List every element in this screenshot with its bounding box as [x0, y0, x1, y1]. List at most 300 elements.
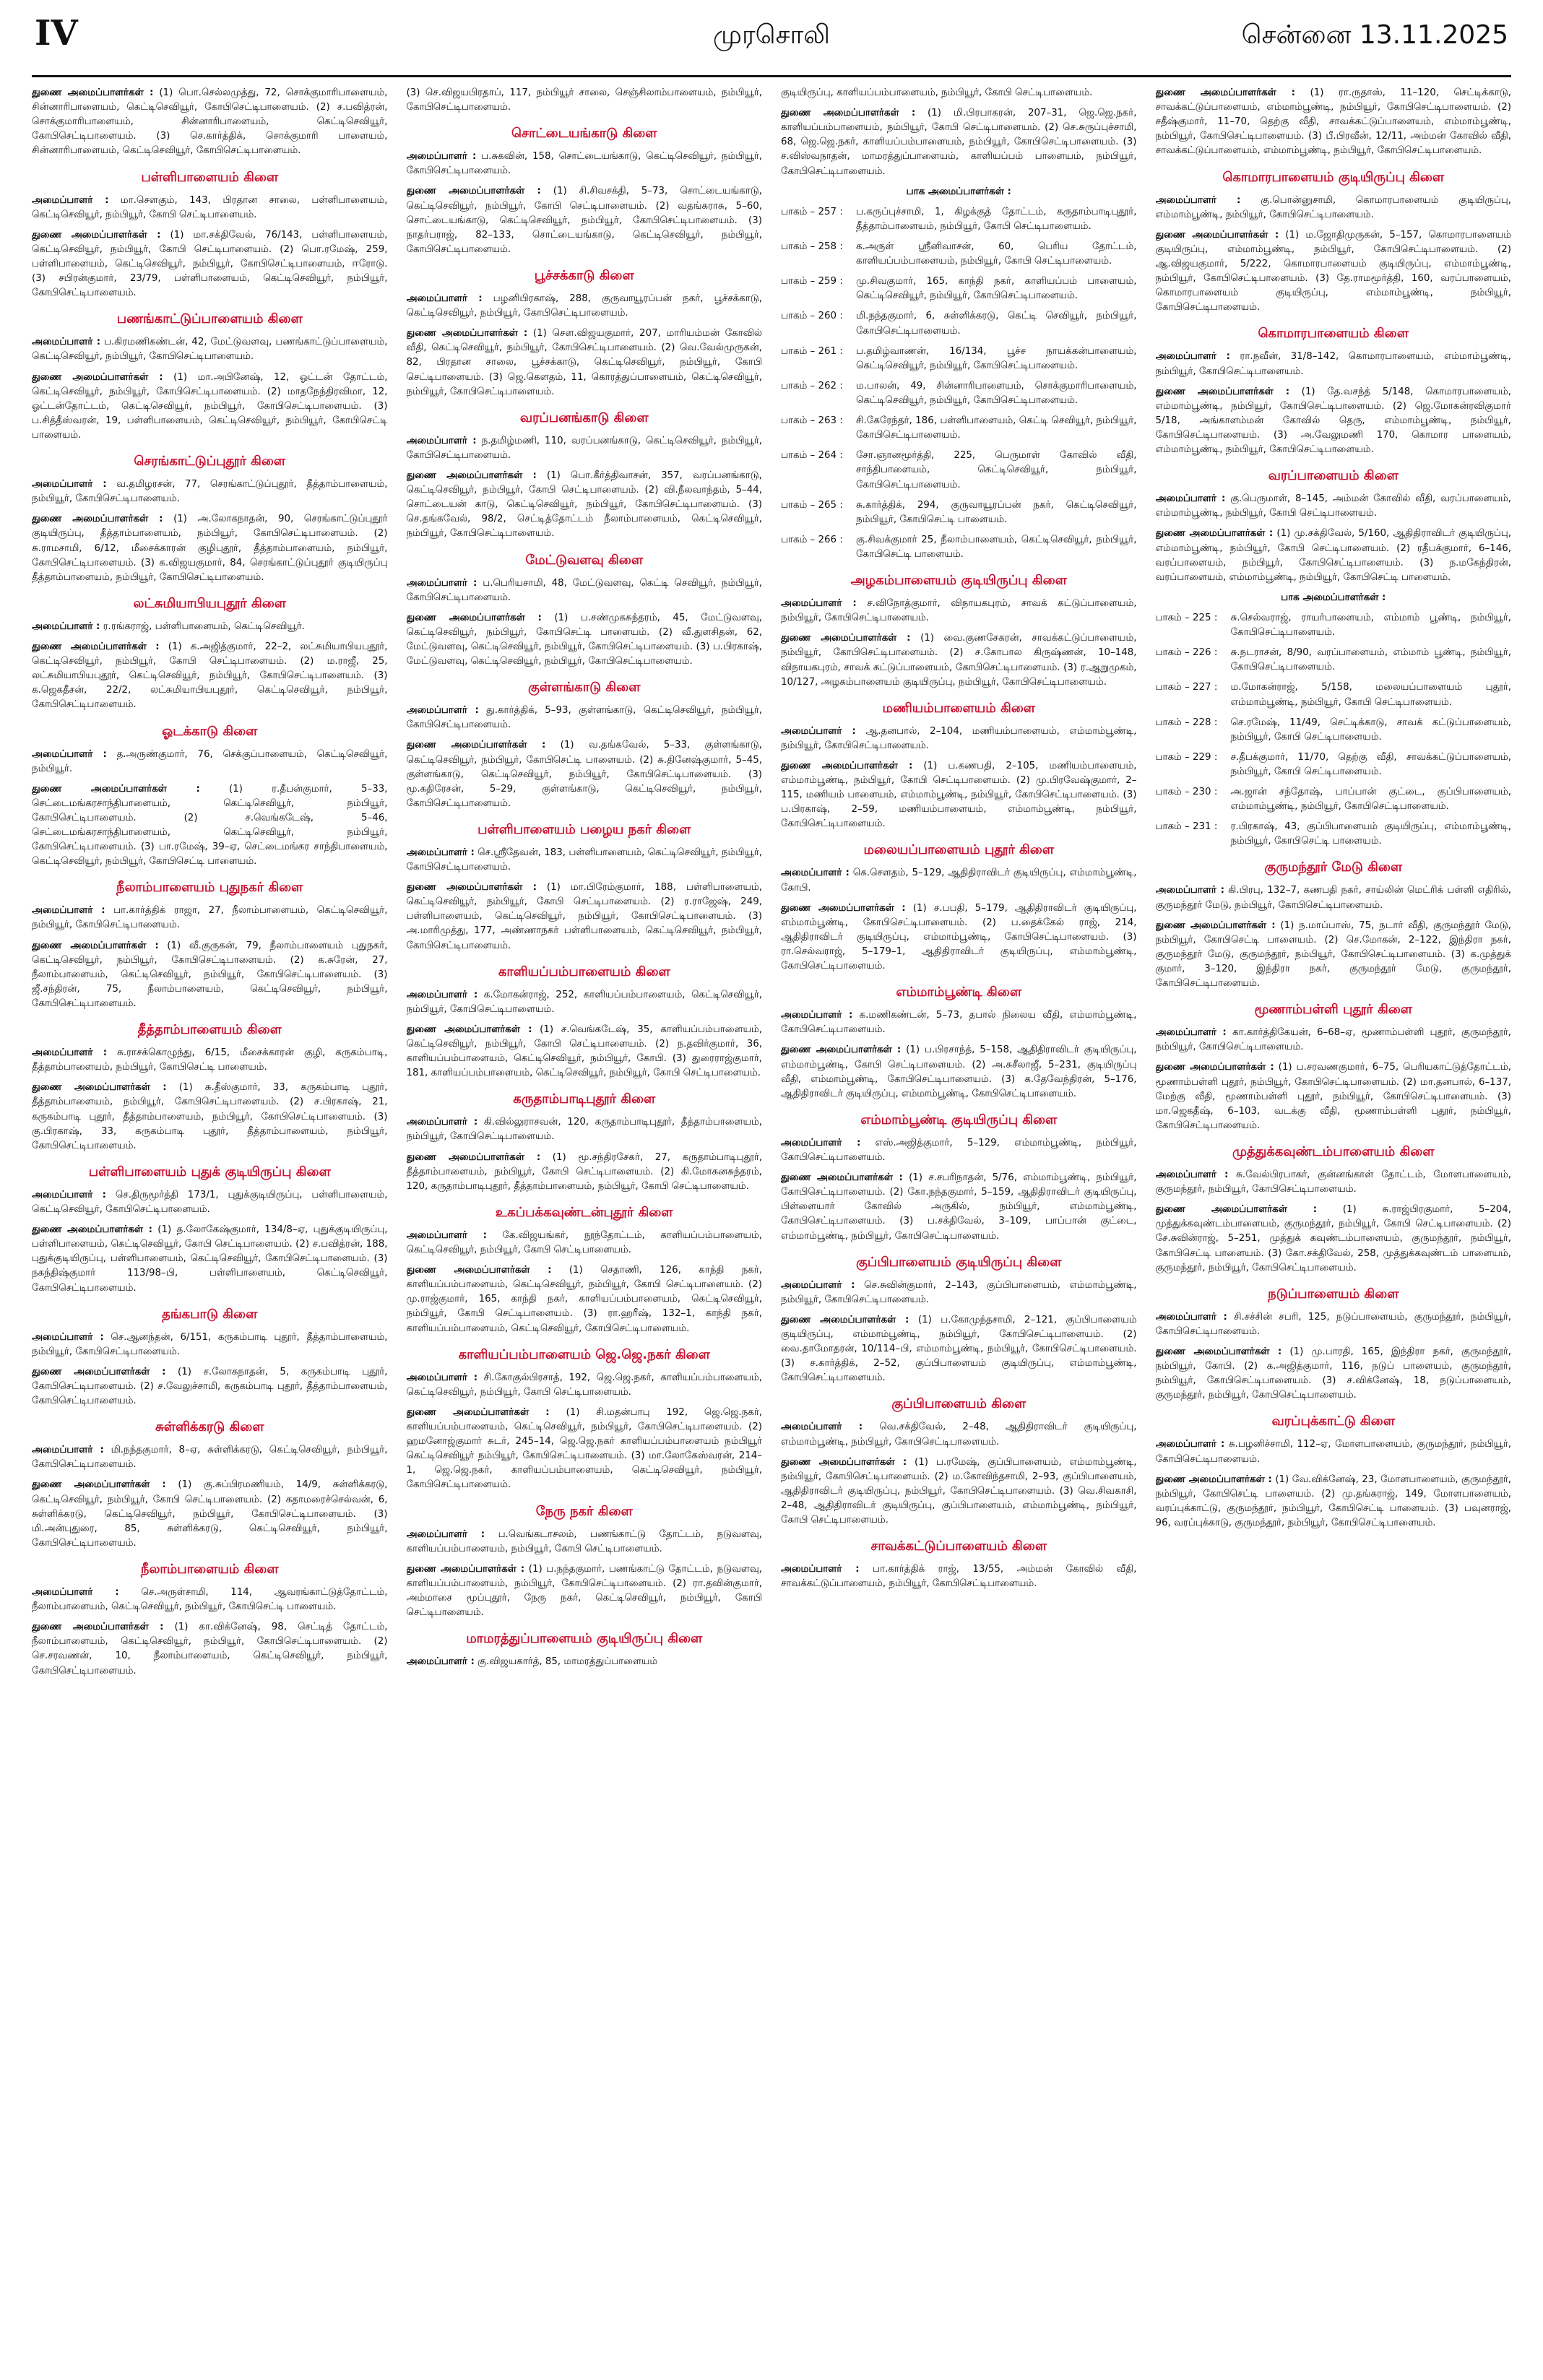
- entry-text: கு.பொன்னுசாமி, கொமாரபாளையம் குடியிருப்பு, எம்மாம்பூண்டி, நம்பியூர், கோபிசெட்டிபாளையம்.: [1155, 194, 1511, 220]
- branch-heading: மாமரத்துப்பாளையம் குடியிருப்பு கிளை: [466, 1631, 703, 1647]
- branch-heading: வரப்பனங்காடு கிளை: [519, 410, 649, 425]
- role-label: அமைப்பாளர் :: [1155, 493, 1226, 505]
- entry-text: (1) மா.சக்திவேல், 76/143, பள்ளிபாளையம், கெட்டிசெவியூர், நம்பியூர், கோபி செட்டிபாளையம். (2) பொ.ரமேஷ், 259, பள்ளிபாளையம், கெட்டிசெவியூர், நம்பியூர், கோபிசெட்டிபாளையம், ஈரோடு. (3) சபிரன்குமார், 23/79, பள்ளிபாளையம், கெட்டிசெவியூர், நம்பியூர், கோபிசெட்டிபாளையம்.: [32, 229, 388, 299]
- booth-entry: [1156, 750, 1512, 779]
- booth-text: செ.ரமேஷ், 11/49, செட்டிக்காடு, சாவக் கட்டுப்பாளையம், நம்பியூர், கோபி செட்டிபாளையம்.: [1230, 717, 1511, 743]
- role-label: துணை அமைப்பாளர்கள் :: [781, 1172, 903, 1184]
- entry-text: (1) வ.தங்கவேல், 5–33, குள்ளங்காடு, கெட்டிசெவியூர், நம்பியூர், கோபிசெட்டி பாளையம். (2) சு.தினேஷ்குமார், 5–45, குள்ளங்காடு, கெட்டிசெவியூர், நம்பியூர், கோபிசெட்டிபாளையம். (3) மூ.கதிரேசன், 5–29, குள்ளங்காடு, கெட்டிசெவியூர், நம்பியூர், கோபிசெட்டிபாளையம்.: [406, 740, 762, 809]
- entry-text: ப.வெங்கடாசலம், பணங்காட்டு தோட்டம், நடுவளவு, காளியப்பம்பாளையம், நம்பியூர், கோபி செட்டிபாளையம்.: [406, 1528, 762, 1554]
- entry-text: (1) மூ.சந்திரசேகர், 27, கருதாம்பாடிபுதூர், தீத்தாம்பாளையம், நம்பியூர், கோபி செட்டிபாளையம். (2) கி.மோகனசுந்தரம், 120, கருதாம்பாடிபுதூர், தீத்தாம்பாளையம், நம்பியூர், கோபி செட்டிபாளையம்.: [406, 1151, 762, 1192]
- booth-number: பாகம் – 226 :: [1155, 647, 1218, 659]
- role-label: அமைப்பாளர் :: [1155, 194, 1241, 206]
- booth-number: பாகம் – 258 :: [781, 241, 843, 252]
- role-label: அமைப்பாளர் :: [1155, 1311, 1227, 1323]
- role-label: அமைப்பாளர் :: [406, 1528, 485, 1540]
- branch-heading: நீலாம்பாளையம் கிளை: [140, 1561, 279, 1577]
- entry-text: செ.அருள்சாமி, 114, ஆவரங்காட்டுத்தோட்டம், நீலாம்பாளையம், கெட்டிசெவியூர், நம்பியூர், கோபிசெட்டி பாளையம்.: [32, 1586, 388, 1613]
- entry-paragraph: [1156, 228, 1512, 316]
- entry-text: ரா.நவீன், 31/8–142, கொமாரபாளையம், எம்மாம்பூண்டி, நம்பியூர், கோபிசெட்டிபாளையம்.: [1155, 351, 1511, 377]
- role-label: துணை அமைப்பாளர்கள் :: [1155, 1474, 1272, 1485]
- entry-text: (1) ச.சபரிநாதன், 5/76, எம்மாம்பூண்டி, நம்பியூர், கோபிசெட்டிபாளையம். (2) கோ.நந்தகுமார், 5–159, ஆதிதிராவிடர் குடியிருப்பு, பிள்ளையார் கோவில் அருகில், நம்பியூர், எம்மாம்பூண்டி, கோபிசெட்டிபாளையம். (3) ப.சக்திவேல், 3–109, பாப்பான் குட்டை, எம்மாம்பூண்டி, நம்பியூர், கோபிசெட்டிபாளையம்.: [781, 1172, 1137, 1242]
- entry-text: மி.நந்தகுமார், 8–ஏ, சுள்ளிக்கரடு, கெட்டிசெவியூர், நம்பியூர், கோபிசெட்டிபாளையம்.: [32, 1445, 388, 1471]
- entry-paragraph: [32, 1081, 388, 1154]
- entry-text: (1) ப.பிரசாந்த், 5–158, ஆதிதிராவிடர் குடியிருப்பு, எம்மாம்பூண்டி, கோபி செட்டிபாளையம். (2) அ.சுசீலாஜீ, 5–231, குடியிருப்பு வீதி, எம்மாம்பூண்டி, கோபிசெட்டிபாளையம். (3) க.தேவேந்திரன், 5–176, ஆதிதிராவிடர் குடியிருப்பு, எம்மாம்பூண்டி, கோபிசெட்டிபாளையம்.: [781, 1044, 1137, 1099]
- branch-heading: சுள்ளிக்கரடு கிளை: [155, 1419, 264, 1435]
- branch-heading: தங்கபாடு கிளை: [162, 1306, 258, 1322]
- role-label: துணை அமைப்பாளர்கள் :: [781, 1314, 909, 1325]
- entry-text: கு.பெருமாள், 8–145, அம்மன் கோவில் வீதி, வரப்பாளையம், எம்மாம்பூண்டி, நம்பியூர், கோபி செட்டிபாளையம்.: [1155, 493, 1511, 519]
- entry-text: (1) கு.சுப்பிரமணியம், 14/9, சுள்ளிக்கரடு, கெட்டிசெவியூர், நம்பியூர், கோபி செட்டிபாளையம். (2) கதாமரைச்செல்வன், 6, சுள்ளிக்கரடு, கெட்டிசெவியூர், நம்பியூர், கோபிசெட்டிபாளையம். (3) மி.அன்புதுரை, 85, சுள்ளிக்கரடு, கெட்டிசெவியூர், நம்பியூர், கோபிசெட்டிபாளையம்.: [32, 1479, 388, 1549]
- entry-text: (1) கா.விக்னேஷ், 98, செட்டித் தோட்டம், நீலாம்பாளையம், கெட்டிசெவியூர், நம்பியூர், கோபிசெட்டிபாளையம். (2) செ.சரவணன், 10, நீலாம்பாளையம், கெட்டிசெவியூர், நம்பியூர், கோபிசெட்டிபாளையம்.: [32, 1622, 388, 1676]
- branch-heading: மணியம்பாளையம் கிளை: [882, 700, 1035, 716]
- role-label: துணை அமைப்பாளர்கள் :: [406, 612, 542, 623]
- entry-paragraph: [781, 1008, 1137, 1037]
- role-label: அமைப்பாளர் :: [32, 1189, 106, 1200]
- booth-text: சி.கேரேந்தர், 186, பள்ளிபாளையம், கெட்டி செவியூர், நம்பியூர், கோபிசெட்டிபாளையம்.: [856, 415, 1137, 441]
- role-label: அமைப்பாளர் :: [781, 725, 856, 737]
- branch-heading: பூச்சக்காடு கிளை: [534, 267, 634, 283]
- role-label: அமைப்பாளர் :: [32, 905, 105, 917]
- entry-paragraph: [407, 86, 763, 115]
- role-label: துணை அமைப்பாளர்கள் :: [1155, 919, 1276, 931]
- entry-paragraph: [32, 748, 388, 776]
- booth-text: ம.மோகன்ராஜ், 5/158, மலையப்பாளையம் புதூர், எம்மாம்பூண்டி, நம்பியூர், கோபி செட்டிபாளையம்.: [1230, 682, 1511, 708]
- booth-number: பாகம் – 229 :: [1155, 751, 1218, 763]
- entry-paragraph: [1156, 919, 1512, 992]
- role-label: அமைப்பாளர் :: [32, 1586, 119, 1598]
- entry-paragraph: [781, 1455, 1137, 1528]
- entry-paragraph: [32, 939, 388, 1012]
- entry-paragraph: [32, 1443, 388, 1472]
- entry-paragraph: [1156, 1437, 1512, 1466]
- entry-text: கி.வில்லுராசவன், 120, கருதாம்பாடிபுதூர், தீத்தாம்பாளையம், நம்பியூர், கோபிசெட்டிபாளையம்.: [406, 1117, 762, 1143]
- section-subheading: பாக அமைப்பாளர்கள் :: [1281, 592, 1386, 603]
- entry-paragraph: [32, 782, 388, 870]
- entry-paragraph: [781, 1562, 1137, 1591]
- entry-text: (1) த.லோகேஷ்குமார், 134/8–ஏ, புதுக்குடியிருப்பு, பள்ளிபாளையம், கெட்டிசெவியூர், கோபி செட்டிபாளையம். (2) ச.பவித்ரன், 188, புதுக்குடியிருப்பு, பள்ளிபாளையம், கெட்டிசெவியூர், கோபிசெட்டிபாளையம். (3) நகந்திஷ்குமார் 113/98–பி, பள்ளிபாளையம், கெட்டிசெவியூர், கோபிசெட்டிபாளையம்.: [32, 1224, 388, 1294]
- entry-text: க.மோகன்ராஜ், 252, காளியப்பம்பாளையம், கெட்டிசெவியூர், நம்பியூர், கோபிசெட்டிபாளையம்.: [406, 989, 762, 1015]
- entry-text: (1) வே.விக்னேஷ், 23, மோளபாளையம், குருமந்தூர், நம்பியூர், கோபிசெட்டி பாளையம். (2) மு.தங்கராஜ், 149, மோளபாளையம், வரப்புக்காட்டு, குருமந்தூர், நம்பியூர், கோபிசெட்டி பாளையம். (3) பவுனராஜ், 96, வரப்புக்காடு, குருமந்தூர், நம்பியூர், கோபிசெட்டிபாளையம்.: [1155, 1474, 1511, 1528]
- booth-number: பாகம் – 225 :: [1155, 612, 1218, 623]
- branch-heading: செரங்காட்டுப்புதூர் கிளை: [134, 454, 286, 469]
- entry-text: (1) க.அஜித்குமார், 22–2, லட்சுமியாபியபுதூர், கெட்டிசெவியூர், நம்பியூர், கோபி செட்டிபாளையம். (2) ம.ராஜீ, 25, லட்சுமியாபியபுதூர், கெட்டிசெவியூர், நம்பியூர், கோபிசெட்டிபாளையம். (3) க.ஜெகதீசன், 22/2, லட்சுமியாபியபுதூர், கெட்டிசெவியூர், நம்பியூர், கோபிசெட்டிபாளையம்.: [32, 641, 388, 711]
- entry-paragraph: [781, 597, 1137, 626]
- branch-heading: கொமாரபாளையம் குடியிருப்பு கிளை: [1222, 169, 1445, 185]
- branch-heading: நீலாம்பாளையம் புதுநகர் கிளை: [116, 880, 303, 896]
- role-label: துணை அமைப்பாளர்கள் :: [32, 940, 159, 951]
- branch-heading: சொட்டையங்காடு கிளை: [511, 126, 657, 142]
- role-label: அமைப்பாளர் :: [406, 577, 477, 589]
- booth-entry: [1156, 820, 1512, 849]
- entry-paragraph: [32, 904, 388, 932]
- column-2: [407, 86, 763, 2368]
- booth-text: சோ.ஞானமூர்த்தி, 225, பெருமாள் கோவில் வீதி, சாந்திபாளையம், கெட்டிசெவியூர், நம்பியூர், கோபிசெட்டிபாளையம்.: [856, 450, 1137, 490]
- role-label: அமைப்பாளர் :: [406, 989, 478, 1000]
- entry-paragraph: [1156, 527, 1512, 584]
- entry-paragraph: [32, 1478, 388, 1551]
- entry-paragraph: [781, 1313, 1137, 1386]
- booth-entry: [781, 240, 1137, 269]
- entry-paragraph: [407, 1655, 763, 1669]
- entry-paragraph: [1156, 86, 1512, 159]
- column-1: [32, 86, 388, 2368]
- entry-paragraph: [407, 1263, 763, 1336]
- entry-text: கெ.செளதம், 5–129, ஆதிதிராவிடர் குடியிருப்பு, எம்மாம்பூண்டி, கோபி.: [781, 867, 1137, 893]
- entry-text: (1) வீ.குருகன், 79, நீலாம்பாளையம் புதுநகர், கெட்டிசெவியூர், நம்பியூர், கோபிசெட்டிபாளையம். (2) க.சுரேன், 27, நீலாம்பாளையம், கெட்டிசெவியூர், நம்பியூர், கோபிசெட்டிபாளையம். (3) ஜீ.சந்திரன், 75, நீலாம்பாளையம், கெட்டிசெவியூர், நம்பியூர், கோபிசெட்டிபாளையம்.: [32, 940, 388, 1010]
- entry-paragraph: [781, 1171, 1137, 1244]
- entry-text: சி.கோகுல்பிரசாத், 192, ஜெ.ஜெ.நகர், காளியப்பம்பாளையம், கெட்டிசெவியூர், நம்பியூர், கோபி செட்டிபாளையம்.: [406, 1372, 762, 1398]
- entry-text: (1) ப.ரமேஷ், குப்பிபாளையம், எம்மாம்பூண்டி, நம்பியூர், கோபிசெட்டிபாளையம். (2) ம.கோவிந்தசாமி, 2–93, குப்பிபாளையம், ஆதிதிராவிடர் குடியிருப்பு, நம்பியூர், கோபிசெட்டிபாளையம். (3) வெ.சிவகாசி, 2–48, ஆதிதிராவிடர் குடியிருப்பு, குப்பிபாளையம், எம்மாம்பூண்டி, நம்பியூர், கோபி செட்டிபாளையம்.: [781, 1456, 1137, 1526]
- booth-entry: [781, 205, 1137, 234]
- entry-text: வெ.சக்திவேல், 2–48, ஆதிதிராவிடர் குடியிருப்பு, எம்மாம்பூண்டி, நம்பியூர், கோபிசெட்டிபாளையம்.: [781, 1421, 1137, 1448]
- entry-text: கே.விஜயங்கர், நூந்தோட்டம், காளியப்பம்பாளையம், கெட்டிசெவியூர், நம்பியூர், கோபி செட்டிபாளையம்.: [406, 1229, 762, 1256]
- entry-text: சு.பழனிச்சாமி, 112–ஏ, மோளபாளையம், குருமந்தூர், நம்பியூர், கோபிசெட்டிபாளையம்.: [1155, 1439, 1511, 1465]
- role-label: அமைப்பாளர் :: [1155, 1439, 1225, 1450]
- entry-paragraph: [1156, 1310, 1512, 1339]
- entry-paragraph: [407, 611, 763, 669]
- role-label: துணை அமைப்பாளர்கள் :: [406, 469, 537, 481]
- entry-paragraph: [407, 988, 763, 1017]
- entry-paragraph: [781, 631, 1137, 689]
- entry-text: செ.திருமூர்த்தி 173/1, புதுக்குடியிருப்பு, பள்ளிபாளையம், கெட்டிசெவியூர், கோபிசெட்டிபாளையம்.: [32, 1189, 388, 1216]
- entry-text: ப.கிரமணிகண்டன், 42, மேட்டுவளவு, பணங்காட்டுப்பாளையம், கெட்டிசெவியூர், நம்பியூர், கோபிசெட்டிபாளையம்.: [32, 337, 388, 363]
- entry-text: பா.கார்த்திக் ராஜ், 13/55, அம்மன் கோவில் வீதி, சாவக்கட்டுப்பாளையம், நம்பியூர், கோபிசெட்டிபாளையம்.: [781, 1564, 1137, 1590]
- entry-paragraph: [781, 106, 1137, 179]
- role-label: துணை அமைப்பாளர்கள் :: [32, 1622, 164, 1633]
- entry-paragraph: [32, 620, 388, 634]
- entry-paragraph: [32, 86, 388, 159]
- column-3: [781, 86, 1137, 2368]
- entry-text: குடியிருப்பு, காளியப்பம்பாளையம், நம்பியூர், கோபி செட்டிபாளையம்.: [781, 87, 1093, 98]
- branch-heading: லட்சுமியாபியபுதூர் கிளை: [133, 595, 286, 611]
- role-label: அமைப்பாளர் :: [781, 598, 857, 610]
- booth-number: பாகம் – 261 :: [781, 345, 843, 357]
- entry-text: (1) மா.பிரேம்குமார், 188, பள்ளிபாளையம், கெட்டிசெவியூர், நம்பியூர், கோபி செட்டிபாளையம். (2) ர.ராஜேஷ், 249, பள்ளிபாளையம், கெட்டிசெவியூர், நம்பியூர், கோபிசெட்டிபாளையம். (3) அ.மாரிமுத்து, 177, அண்ணாநகர் பள்ளிபாளையம், கெட்டிசெவியூர், நம்பியூர், கோபிசெட்டிபாளையம்.: [406, 882, 762, 951]
- role-label: துணை அமைப்பாளர்கள் :: [406, 186, 541, 197]
- entry-text: (1) செள.விஜயகுமார், 207, மாரியம்மன் கோவில் வீதி, கெட்டிசெவியூர், நம்பியூர், கோபிசெட்டிபாளையம். (2) வெ.வேல்முருகன், 82, பிரதான சாலை, பூச்சக்காடு, கெட்டிசெவியூர், நம்பியூர், கோபி செட்டிபாளையம். (3) ஜெ.கௌதம், 11, கொரத்துப்பாளையம், கெட்டிசெவியூர், நம்பியூர், கோபிசெட்டிபாளையம்.: [406, 328, 762, 397]
- entry-text: (1) சி.மதன்பாபு 192, ஜெ.ஜெ.நகர், காளியப்பம்பாளையம், கெட்டிசெவியூர், நம்பியூர், கோபிசெட்டிபாளையம். (2) ஹமனோஜ்குமார் சுடர், 245–14, ஜெ.ஜெ.நகர் காளியப்பம்பாளையம் நம்பியூர் கெட்டிசெவியூர் நம்பியூர், கோபிசெட்டிபாளையம். (3) மா.லோகேஸ்வரன், 214–1, ஜெ.ஜெ.நகர், காளியப்பம்பாளையம், கெட்டிசெவியூர், நம்பியூர், கோபிசெட்டிபாளையம்.: [406, 1406, 762, 1491]
- role-label: அமைப்பாளர் :: [406, 1117, 478, 1128]
- entry-text: க.மணிகண்டன், 5–73, தபால் நிலைய வீதி, எம்மாம்பூண்டி, கோபிசெட்டிபாளையம்.: [781, 1010, 1137, 1036]
- booth-entry: [781, 345, 1137, 373]
- booth-entry: [1156, 680, 1512, 709]
- entry-paragraph: [407, 469, 763, 542]
- entry-paragraph: [407, 1229, 763, 1258]
- role-label: துணை அமைப்பாளர்கள் :: [32, 1479, 166, 1491]
- entry-text: சி.சச்சின் சபரி, 125, நடுப்பாளையம், குருமந்தூர், நம்பியூர், கோபிசெட்டிபாளையம்.: [1155, 1311, 1511, 1337]
- role-label: அமைப்பாளர் :: [781, 1564, 860, 1575]
- role-label: அமைப்பாளர் :: [32, 479, 107, 490]
- role-label: அமைப்பாளர் :: [406, 151, 477, 163]
- entry-paragraph: [781, 866, 1137, 895]
- entry-paragraph: [407, 1115, 763, 1144]
- entry-paragraph: [781, 901, 1137, 974]
- branch-heading: பணங்காட்டுப்பாளையம் கிளை: [116, 311, 303, 327]
- entry-text: பழனிபிரகாஷ், 288, குருவாயூரப்பன் நகர், பூச்சக்காடு, கெட்டிசெவியூர், நம்பியூர், கோபிசெட்டிபாளையம்.: [406, 293, 762, 319]
- entry-paragraph: [407, 846, 763, 875]
- branch-heading: அழகம்பாளையம் குடியிருப்பு கிளை: [850, 573, 1067, 589]
- branch-heading: குருமந்தூர் மேடு கிளை: [1264, 860, 1403, 875]
- entry-text: (1) ப.சரவணகுமார், 6–75, பெரியகாட்டுத்தோட்டம், மூணாம்பள்ளி புதூர், நம்பியூர், கோபிசெட்டிபாளையம். (2) மா.தனபால், 6–137, மேற்கு வீதி, மூணாம்பள்ளி புதூர், நம்பியூர், கோபிசெட்டிபாளையம். (3) மா.ஜெகதீஷ், 6–103, வடக்கு வீதி, மூணாம்பள்ளி புதூர், நம்பியூர், கோபிசெட்டிபாளையம்.: [1155, 1062, 1511, 1131]
- entry-paragraph: [781, 724, 1137, 753]
- booth-text: ம.பாலன், 49, சின்னாரிபாளையம், சொக்குமாரிபாளையம், கெட்டிசெவியூர், நம்பியூர், கோபிசெட்டிபாளையம்.: [856, 380, 1137, 406]
- branch-heading: கருதாம்பாடிபுதூர் கிளை: [513, 1091, 656, 1107]
- entry-paragraph: [1156, 1168, 1512, 1197]
- booth-text: சு.செல்வராஜ், ராயர்பாளையம், எம்மாம் பூண்டி, நம்பியூர், கோபிசெட்டிபாளையம்.: [1230, 612, 1511, 639]
- role-label: துணை அமைப்பாளர்கள் :: [32, 1224, 153, 1236]
- booth-entry: [781, 274, 1137, 303]
- entry-text: (1) சு.தீஸ்குமார், 33, கருகம்பாடி புதூர், தீத்தாம்பாளையம், நம்பியூர், கோபிசெட்டிபாளையம். (2) ச.பிரகாஷ், 21, கருகம்பாடி புதூர், தீத்தாம்பாளையம், நம்பியூர், கோபிசெட்டிபாளையம். (3) கு.பிரகாஷ், 33, கருகம்பாடி புதூர், தீத்தாம்பாளையம், நம்பியூர், கோபிசெட்டிபாளையம்.: [32, 1082, 388, 1151]
- role-label: துணை அமைப்பாளர்கள் :: [406, 1024, 532, 1035]
- branch-heading: கொமாரபாளையம் கிளை: [1258, 326, 1409, 342]
- entry-paragraph: [1156, 350, 1512, 378]
- entry-paragraph: [32, 1620, 388, 1678]
- role-label: துணை அமைப்பாளர்கள் :: [1155, 87, 1295, 98]
- entry-paragraph: [1156, 883, 1512, 912]
- entry-paragraph: [32, 1330, 388, 1359]
- column-4: [1156, 86, 1512, 2368]
- entry-paragraph: [407, 1151, 763, 1194]
- role-label: துணை அமைப்பாளர்கள் :: [406, 1563, 525, 1575]
- booth-text: க.அருள் ஸ்ரீனிவாசன், 60, பெரிய தோட்டம், காளியப்பம்பாளையம், நம்பியூர், கோபி செட்டிபாளையம்.: [856, 241, 1137, 267]
- booth-number: பாகம் – 266 :: [781, 534, 843, 545]
- role-label: துணை அமைப்பாளர்கள் :: [781, 1044, 902, 1056]
- entry-text: (1) சு.ராஜ்பிரகுமார், 5–204, முத்துக்கவுண்டம்பாளையம், குருமந்தூர், நம்பியூர், கோபி செட்டிபாளையம். (2) சே.சுவின்ராஜ், 5–251, முத்துக் கவுண்டம்பாளையம், குருமந்தூர், நம்பியூர், கோபிசெட்டி பாளையம். (3) கோ.சக்திவேல், 258, முத்துக்கவுண்டம் பாளையம், குருமந்தூர், நம்பியூர், கோபிசெட்டிபாளையம்.: [1155, 1204, 1511, 1273]
- role-label: துணை அமைப்பாளர்கள் :: [781, 760, 913, 771]
- booth-entry: [781, 498, 1137, 527]
- role-label: அமைப்பாளர் :: [32, 748, 107, 760]
- booth-text: சு.நடராசன், 8/90, வரப்பாளையம், எம்மாம் பூண்டி, நம்பியூர், கோபிசெட்டிபாளையம்.: [1230, 647, 1511, 673]
- entry-text: எஸ்.அஜித்குமார், 5–129, எம்மாம்பூண்டி, நம்பியூர், கோபிசெட்டிபாளையம்.: [781, 1137, 1137, 1164]
- entry-paragraph: [1156, 1026, 1512, 1055]
- role-label: அமைப்பாளர் :: [32, 194, 109, 206]
- role-label: அமைப்பாளர் :: [781, 1010, 853, 1021]
- entry-paragraph: [32, 477, 388, 506]
- branch-heading: பள்ளிபாளையம் புதுக் குடியிருப்பு கிளை: [88, 1164, 331, 1180]
- booth-number: பாகம் – 230 :: [1155, 787, 1218, 798]
- entry-text: (1) ச.பபதி, 5–179, ஆதிதிராவிடர் குடியிருப்பு, எம்மாம்பூண்டி, கோபிசெட்டிபாளையம். (2) ப.தைக்கேல் ராஜ், 214, ஆதிதிராவிடர் குடியிருப்பு, எம்மாம்பூண்டி, கோபிசெட்டிபாளையம். (3) ரா.செல்வராஜ், 5–179–1, ஆதிதிராவிடர் குடியிருப்பு, எம்மாம்பூண்டி, கோபிசெட்டிபாளையம்.: [781, 902, 1137, 972]
- entry-paragraph: [781, 1043, 1137, 1101]
- booth-text: ச.தீபக்குமார், 11/70, தெற்கு வீதி, சாவக்கட்டுப்பாளையம், நம்பியூர், கோபி செட்டிபாளையம்.: [1230, 751, 1511, 777]
- entry-paragraph: [781, 1278, 1137, 1307]
- role-label: அமைப்பாளர் :: [406, 435, 477, 446]
- booth-text: ப.தமிழ்வாணன், 16/134, பூச்ச நாயக்கன்பாளையம், கெட்டிசெவியூர், நம்பியூர், கோபிசெட்டிபாளையம்.: [856, 345, 1137, 371]
- role-label: துணை அமைப்பாளர்கள் :: [406, 882, 537, 893]
- role-label: துணை அமைப்பாளர்கள் :: [406, 740, 546, 751]
- role-label: அமைப்பாளர் :: [32, 1331, 104, 1343]
- entry-paragraph: [407, 1371, 763, 1400]
- booth-entry: [781, 533, 1137, 562]
- entry-text: செ.சுவின்குமார், 2–143, குப்பிபாளையம், எம்மாம்பூண்டி, நம்பியூர், கோபிசெட்டிபாளையம்.: [781, 1279, 1137, 1305]
- role-label: துணை அமைப்பாளர்கள் :: [1155, 1346, 1282, 1357]
- page-number: IV: [35, 13, 78, 53]
- booth-text: கு.சிவக்குமார் 25, நீலாம்பாளையம், கெட்டிசெவியூர், நம்பியூர், கோபிசெட்டி பாளையம்.: [856, 534, 1137, 560]
- entry-paragraph: [407, 576, 763, 605]
- entry-text: (1) சி.சிவசக்தி, 5–73, சொட்டையங்காடு, கெட்டிசெவியூர், நம்பியூர், கோபி செட்டிபாளையம். (2) வதங்கராசு, 5–60, சொட்டையங்காடு, கெட்டிசெவியூர், நம்பியூர், கோபிசெட்டிபாளையம். (3) நாதர்பராஜ், 82–133, சொட்டையங்காடு, கெட்டிசெவியூர், நம்பியூர், கோபிசெட்டிபாளையம்.: [406, 186, 762, 255]
- role-label: துணை அமைப்பாளர்கள் :: [1155, 528, 1274, 540]
- role-label: அமைப்பாளர் :: [1155, 351, 1230, 363]
- branch-heading: எம்மாம்பூண்டி குடியிருப்பு கிளை: [860, 1112, 1058, 1128]
- entry-text: கு.விஜயகார்த், 85, மாமரத்துப்பாளையம்: [477, 1656, 658, 1668]
- booth-number: பாகம் – 257 :: [781, 206, 843, 217]
- role-label: அமைப்பாளர் :: [406, 293, 483, 304]
- entry-paragraph: [32, 1585, 388, 1614]
- entry-text: (1) ம.ஜோதிமுருகன், 5–157, கொமாரபாளையம் குடியிருப்பு, எம்மாம்பூண்டி, நம்பியூர், கோபிசெட்டிபாளையம். (2) ஆ.விஜயகுமார், 5/222, கொமாரபாளையம் குடியிருப்பு, எம்மாம்பூண்டி, நம்பியூர், கோபிசெட்டிபாளையம். (3) தே.ராமமூர்த்தி, 160, வரப்பாளையம், கொமாரபாளையம் குடியிருப்பு, எம்மாம்பூண்டி, நம்பியூர், கோபிசெட்டிபாளையம்.: [1155, 229, 1511, 313]
- role-label: துணை அமைப்பாளர்கள் :: [32, 1366, 166, 1377]
- entry-paragraph: [32, 1223, 388, 1296]
- entry-paragraph: [1156, 1203, 1512, 1276]
- entry-paragraph: [32, 1046, 388, 1075]
- entry-text: மா.செளகும், 143, பிரதான சாலை, பள்ளிபாளையம், கெட்டிசெவியூர், நம்பியூர், கோபி செட்டிபாளையம்.: [32, 194, 388, 220]
- role-label: அமைப்பாளர் :: [406, 847, 475, 858]
- entry-paragraph: [407, 150, 763, 178]
- branch-heading: ஓடக்காடு கிளை: [162, 723, 258, 739]
- role-label: அமைப்பாளர் :: [1155, 1169, 1229, 1181]
- entry-text: (1) ந.மாப்பாஸ், 75, நடார் வீதி, குருமந்தூர் மேடு, நம்பியூர், கோபிசெட்டி பாளையம். (2) செ.மோகன், 2–122, இந்திரா நகர், குருமந்தூர் மேடு, குருமந்தூர், நம்பியூர், கோபிசெட்டிபாளையம். (3) க.முத்துக் குமார், 3–120, இந்திரா நகர், குருமந்தூர் மேடு, குருமந்தூர், கோபிசெட்டிபாளையம்.: [1155, 919, 1511, 990]
- role-label: துணை அமைப்பாளர்கள் :: [32, 783, 200, 795]
- entry-paragraph: [32, 194, 388, 222]
- role-label: துணை அமைப்பாளர்கள் :: [406, 1151, 541, 1163]
- entry-paragraph: [781, 759, 1137, 832]
- entry-text: (1) வை.குணசேகரன், சாவக்கட்டுப்பாளையம், நம்பியூர், கோபிசெட்டிபாளையம். (2) ச.கோபால கிருஷ்ணன், 10–148, விநாயகபுரம், சாவக் கட்டுப்பாளையம், கோபிசெட்டிபாளையம். (3) ர.ஆறுமுகம், 10/127, அழகம்பாளையம் குடியிருப்பு, நம்பியூர், கோபிசெட்டிபாளையம்.: [781, 633, 1137, 688]
- entry-text: த.அருண்குமார், 76, செக்குப்பாளையம், கெட்டிசெவியூர், நம்பியூர்.: [32, 748, 388, 774]
- booth-number: பாகம் – 231 :: [1155, 821, 1218, 833]
- booth-text: ர.பிரகாஷ், 43, குப்பிபாளையம் குடியிருப்பு, எம்மாம்பூண்டி, நம்பியூர், கோபிசெட்டி பாளையம்.: [1230, 821, 1511, 847]
- entry-paragraph: [32, 335, 388, 364]
- role-label: துணை அமைப்பாளர்கள் :: [781, 1456, 907, 1468]
- role-label: துணை அமைப்பாளர்கள் :: [32, 229, 161, 241]
- role-label: அமைப்பாளர் :: [32, 337, 101, 348]
- role-label: துணை அமைப்பாளர்கள் :: [32, 514, 163, 525]
- role-label: அமைப்பாளர் :: [1155, 885, 1224, 896]
- entry-text: செ.ஸ்ரீதேவன், 183, பள்ளிபாளையம், கெட்டிசெவியூர், நம்பியூர், கோபிசெட்டிபாளையம்.: [406, 847, 762, 873]
- entry-text: (1) மி.பிரபாகரன், 207–31, ஜெ.ஜெ.நகர், காளியப்பம்பாளையம், நம்பியூர், கோபி செட்டிபாளையம். (2) செ.சுருப்புச்சாமி, 68, ஜெ.ஜெ.நகர், காளியப்பம்பாளையம், நம்பியூர், கோபிசெட்டிபாளையம். (3) ச.விஸ்வநாதன், மாமரத்துப்பாளையம், காளியப்பம் பாளையம், நம்பியூர், கோபிசெட்டிபாளையம்.: [781, 108, 1137, 177]
- entry-paragraph: [1156, 1473, 1512, 1531]
- entry-text: (1) ரா.ருதாஸ், 11–120, செட்டிக்காடு, சாவக்கட்டுப்பாளையம், எம்மாம்பூண்டி, நம்பியூர், கோபிசெட்டிபாளையம். (2) சதீஷ்குமார், 11–70, தெற்கு வீதி, சாவக்கட்டுப்பாளையம், எம்மாம்பூண்டி, நம்பியூர், கோபிசெட்டிபாளையம். (3) பீ.பிரவீன், 12/11, அம்மன் கோவில் வீதி, சாவக்கட்டுப்பாளையம், எம்மாம்பூண்டி, நம்பியூர், கோபிசெட்டிபாளையம்.: [1155, 87, 1511, 157]
- role-label: அமைப்பாளர் :: [406, 1656, 475, 1668]
- entry-text: (1) பொ.செல்லமுத்து, 72, சொக்குமாரிபாளையம், சின்னாரிபாளையம், கெட்டிசெவியூர், கோபிசெட்டிபாளையம். (2) ச.பவித்ரன், சொக்குமாரிபாளையம், சின்னாரிபாளையம், கெட்டிசெவியூர், கோபிசெட்டிபாளையம். (3) செ.கார்த்திக், சொக்குமாரி பாளையம், சின்னாரிபாளையம், கெட்டிசெவியூர், கோபிசெட்டிபாளையம்.: [32, 87, 388, 157]
- branch-heading: குள்ளங்காடு கிளை: [528, 680, 641, 696]
- entry-text: பா.கார்த்திக் ராஜா, 27, நீலாம்பாளையம், கெட்டிசெவியூர், நம்பியூர், கோபிசெட்டிபாளையம்.: [32, 905, 388, 931]
- entry-text: ப.சுகவின், 158, சொட்டையங்காடு, கெட்டிசெவியூர், நம்பியூர், கோபிசெட்டிபாளையம்.: [406, 151, 762, 177]
- booth-entry: [1156, 716, 1512, 745]
- role-label: துணை அமைப்பாளர்கள் :: [781, 633, 911, 644]
- entry-paragraph: [32, 371, 388, 443]
- branch-heading: பள்ளிபாளையம் பழைய நகர் கிளை: [477, 821, 691, 837]
- entry-text: (1) செதாணி, 126, காந்தி நகர், காளியப்பம்பாளையம், கெட்டிசெவியூர், நம்பியூர், கோபி செட்டிபாளையம். (2) மு.ராஜ்குமார், 165, காந்தி நகர், காளியப்பம்பாளையம், கெட்டிசெவியூர், நம்பியூர், கோபி செட்டிபாளையம். (3) ரா.ஹரீஷ், 132–1, காந்தி நகர், காளியப்பம்பாளையம், கெட்டிசெவியூர், கோபிசெட்டிபாளையம்.: [406, 1265, 762, 1334]
- role-label: அமைப்பாளர் :: [406, 1372, 478, 1383]
- booth-number: பாகம் – 262 :: [781, 380, 843, 391]
- role-label: துணை அமைப்பாளர்கள் :: [781, 902, 906, 914]
- entry-paragraph: [1156, 1060, 1512, 1133]
- branch-heading: எம்மாம்பூண்டி கிளை: [896, 985, 1022, 1000]
- entry-text: ப.பெரியசாமி, 48, மேட்டுவளவு, கெட்டி செவியூர், நம்பியூர், கோபிசெட்டிபாளையம்.: [406, 577, 762, 603]
- role-label: துணை அமைப்பாளர்கள் :: [1155, 386, 1290, 397]
- entry-text: ர.ரங்கராஜ், பள்ளிபாளையம், கெட்டிசெவியூர்.: [103, 620, 305, 632]
- entry-paragraph: [1156, 194, 1512, 222]
- entry-text: (1) மா.அபினேஷ், 12, ஓட்டன் தோட்டம், கெட்டிசெவியூர், நம்பியூர், கோபிசெட்டிபாளையம். (2) மாதநேந்திரவிமா, 12, ஓட்டன்தோட்டம், கெட்டிசெவியூர், நம்பியூர், கோபிசெட்டிபாளையம். (3) ப.சித்தீஸ்வரன், 19, பள்ளிபாளையம், கெட்டிசெவியூர், நம்பியூர், கோபிசெட்டி பாளையம்.: [32, 371, 388, 441]
- entry-text: வ.தமிழரசன், 77, செரங்காட்டுப்புதூர், தீத்தாம்பாளையம், நம்பியூர், கோபிசெட்டிபாளையம்.: [32, 479, 388, 505]
- entry-paragraph: [407, 1528, 763, 1557]
- branch-heading: காளியப்பம்பாளையம் ஜெ.ஜெ.நகர் கிளை: [458, 1346, 710, 1362]
- booth-entry: [781, 449, 1137, 492]
- booth-number: பாகம் – 263 :: [781, 415, 843, 427]
- role-label: துணை அமைப்பாளர்கள் :: [32, 87, 154, 98]
- branch-heading: சாவக்கட்டுப்பாளையம் கிளை: [870, 1539, 1047, 1554]
- booth-entry: [781, 414, 1137, 443]
- section-subheading: பாக அமைப்பாளர்கள் :: [906, 186, 1011, 197]
- branch-heading: முத்துக்கவுண்டம்பாளையம் கிளை: [1232, 1144, 1435, 1160]
- article-columns: [32, 77, 1511, 2368]
- entry-text: (1) ப.நந்தகுமார், பணங்காட்டு தோட்டம், நடுவளவு, காளியப்பம்பாளையம், நம்பியூர், கோபிசெட்டிபாளையம். (2) ரா.தவின்குமார், அம்மாசை மூப்புதூர், நேரு நகர், கெட்டிசெவியூர், நம்பியூர், கோபி செட்டிபாளையம்.: [406, 1563, 762, 1619]
- entry-paragraph: [32, 1188, 388, 1217]
- role-label: அமைப்பாளர் :: [781, 1137, 861, 1148]
- entry-paragraph: [1156, 1345, 1512, 1403]
- booth-number: பாகம் – 259 :: [781, 276, 843, 287]
- entry-text: து.கார்த்திக், 5–93, குள்ளங்காடு, கெட்டிசெவியூர், நம்பியூர், கோபிசெட்டிபாளையம்.: [406, 705, 762, 731]
- booth-number: பாகம் – 227 :: [1155, 682, 1218, 693]
- entry-paragraph: [407, 1562, 763, 1620]
- entry-paragraph: [407, 326, 763, 399]
- branch-heading: மலையப்பாளையம் புதூர் கிளை: [863, 842, 1055, 858]
- branch-heading: நடுப்பாளையம் கிளை: [1268, 1286, 1399, 1302]
- booth-entry: [1156, 785, 1512, 814]
- booth-text: அ.ஜான் சந்தோஷ், பாப்பான் குட்டை, குப்பிபாளையம், எம்மாம்பூண்டி, நம்பியூர், கோபிசெட்டிபாளையம்.: [1230, 787, 1511, 813]
- booth-number: பாகம் – 260 :: [781, 311, 843, 322]
- entry-text: சு.வேல்பிரபாகர், குன்னங்காள் தோட்டம், மோளபாளையம், குருமந்தூர், நம்பியூர், கோபிசெட்டிபாளையம்.: [1155, 1169, 1511, 1195]
- booth-text: ப.கருப்புச்சாமி, 1, கிழக்குத் தோட்டம், கருதாம்பாடிபுதூர், தீத்தாம்பாளையம், நம்பியூர், கோபி செட்டிபாளையம்.: [856, 206, 1137, 232]
- entry-text: (1) ச.வெங்கடேஷ், 35, காளியப்பம்பாளையம், கெட்டிசெவியூர், நம்பியூர், கோபி செட்டிபாளையம். (2) ந.தவிர்குமார், 36, காளியப்பம்பாளையம், கெட்டிசெவியூர், நம்பியூர், கோபி. (3) துரைராஜ்குமார், 181, காளியப்பம்பாளையம், கெட்டிசெவியூர், நம்பியூர், கோபி செட்டிபாளையம்.: [406, 1024, 762, 1079]
- role-label: துணை அமைப்பாளர்கள் :: [32, 641, 160, 652]
- entry-paragraph: [32, 640, 388, 713]
- role-label: அமைப்பாளர் :: [1155, 1027, 1227, 1039]
- role-label: அமைப்பாளர் :: [32, 620, 100, 632]
- role-label: அமைப்பாளர் :: [406, 1229, 487, 1241]
- entry-text: (1) ப.கோமுந்தசாமி, 2–121, குப்பிபாளையம் குடியிருப்பு, எம்மாம்பூண்டி, நம்பியூர், கோபிசெட்டிபாளையம். (2) வை.தாமோதரன், 10/114–பி, எம்மாம்பூண்டி, நம்பியூர், கோபிசெட்டிபாளையம். (3) ச.கார்த்திக், 2–52, குப்பிபாளையம் குடியிருப்பு, எம்மாம்பூண்டி, கோபிசெட்டிபாளையம்.: [781, 1314, 1137, 1384]
- entry-paragraph: [781, 1420, 1137, 1449]
- booth-text: மி.நந்தகுமார், 6, சுள்ளிக்கரடு, கெட்டி செவியூர், நம்பியூர், கோபிசெட்டிபாளையம்.: [856, 311, 1137, 337]
- entry-paragraph: [32, 512, 388, 585]
- entry-paragraph: [781, 1136, 1137, 1165]
- branch-heading: குப்பிபாளையம் குடியிருப்பு கிளை: [856, 1254, 1062, 1270]
- entry-text: (1) ப.கணபதி, 2–105, மணியம்பாளையம், எம்மாம்பூண்டி, நம்பியூர், கோபி செட்டிபாளையம். (2) மு.பிரவேஷ்குமார், 2–115, மணியம் பாளையம், எம்மாம்பூண்டி, நம்பியூர், கோபிசெட்டிபாளையம். (3) ப.பிரகாஷ், 2–59, மணியம்பாளையம், எம்மாம்பூண்டி, நம்பியூர், கோபிசெட்டிபாளையம்.: [781, 760, 1137, 830]
- entry-paragraph: [407, 1023, 763, 1081]
- entry-paragraph: [32, 228, 388, 301]
- entry-paragraph: [407, 880, 763, 953]
- entry-paragraph: [407, 704, 763, 732]
- branch-heading: மூணாம்பள்ளி புதூர் கிளை: [1254, 1002, 1413, 1018]
- branch-heading: மேட்டுவளவு கிளை: [525, 552, 644, 568]
- role-label: அமைப்பாளர் :: [32, 1047, 108, 1059]
- role-label: அமைப்பாளர் :: [781, 1421, 863, 1433]
- branch-heading: குப்பிபாளையம் கிளை: [891, 1396, 1026, 1412]
- booth-entry: [1156, 646, 1512, 675]
- role-label: துணை அமைப்பாளர்கள் :: [406, 1265, 552, 1276]
- role-label: அமைப்பாளர் :: [32, 1445, 104, 1456]
- role-label: துணை அமைப்பாளர்கள் :: [406, 1406, 550, 1418]
- branch-heading: தீத்தாம்பாளையம் கிளை: [137, 1022, 282, 1038]
- role-label: துணை அமைப்பாளர்கள் :: [781, 108, 916, 119]
- entry-text: ந.தமிழ்மணி, 110, வரப்பனங்காடு, கெட்டிசெவியூர், நம்பியூர், கோபிசெட்டிபாளையம்.: [406, 435, 762, 461]
- entry-text: ஆ.தனபால், 2–104, மணியம்பாளையம், எம்மாம்பூண்டி, நம்பியூர், கோபிசெட்டிபாளையம்.: [781, 725, 1137, 751]
- branch-heading: காளியப்பம்பாளையம் கிளை: [498, 964, 670, 979]
- booth-entry: [1156, 611, 1512, 640]
- entry-paragraph: [1156, 492, 1512, 521]
- booth-text: சு.கார்த்திக், 294, குருவாயூரப்பன் நகர், கெட்டிசெவியூர், நம்பியூர், கோபிசெட்டி பாளையம்.: [856, 499, 1137, 525]
- entry-text: ச.விநோத்குமார், விநாயகபுரம், சாவக் கட்டுப்பாளையம், நம்பியூர், கோபிசெட்டிபாளையம்.: [781, 598, 1137, 624]
- branch-heading: உகப்பக்கவுண்டன்புதூர் கிளை: [495, 1204, 673, 1220]
- entry-text: (1) மு.பாரதி, 165, இந்திரா நகர், குருமந்தூர், நம்பியூர், கோபி. (2) க.அஜித்குமார், 116, நடுப் பாளையம், குருமந்தூர், நம்பியூர், கோபிசெட்டிபாளையம். (3) ச.விக்னேஷ், 18, நடுப்பாளையம், குருமந்தூர், நம்பியூர், கோபிசெட்டிபாளையம்.: [1155, 1346, 1511, 1401]
